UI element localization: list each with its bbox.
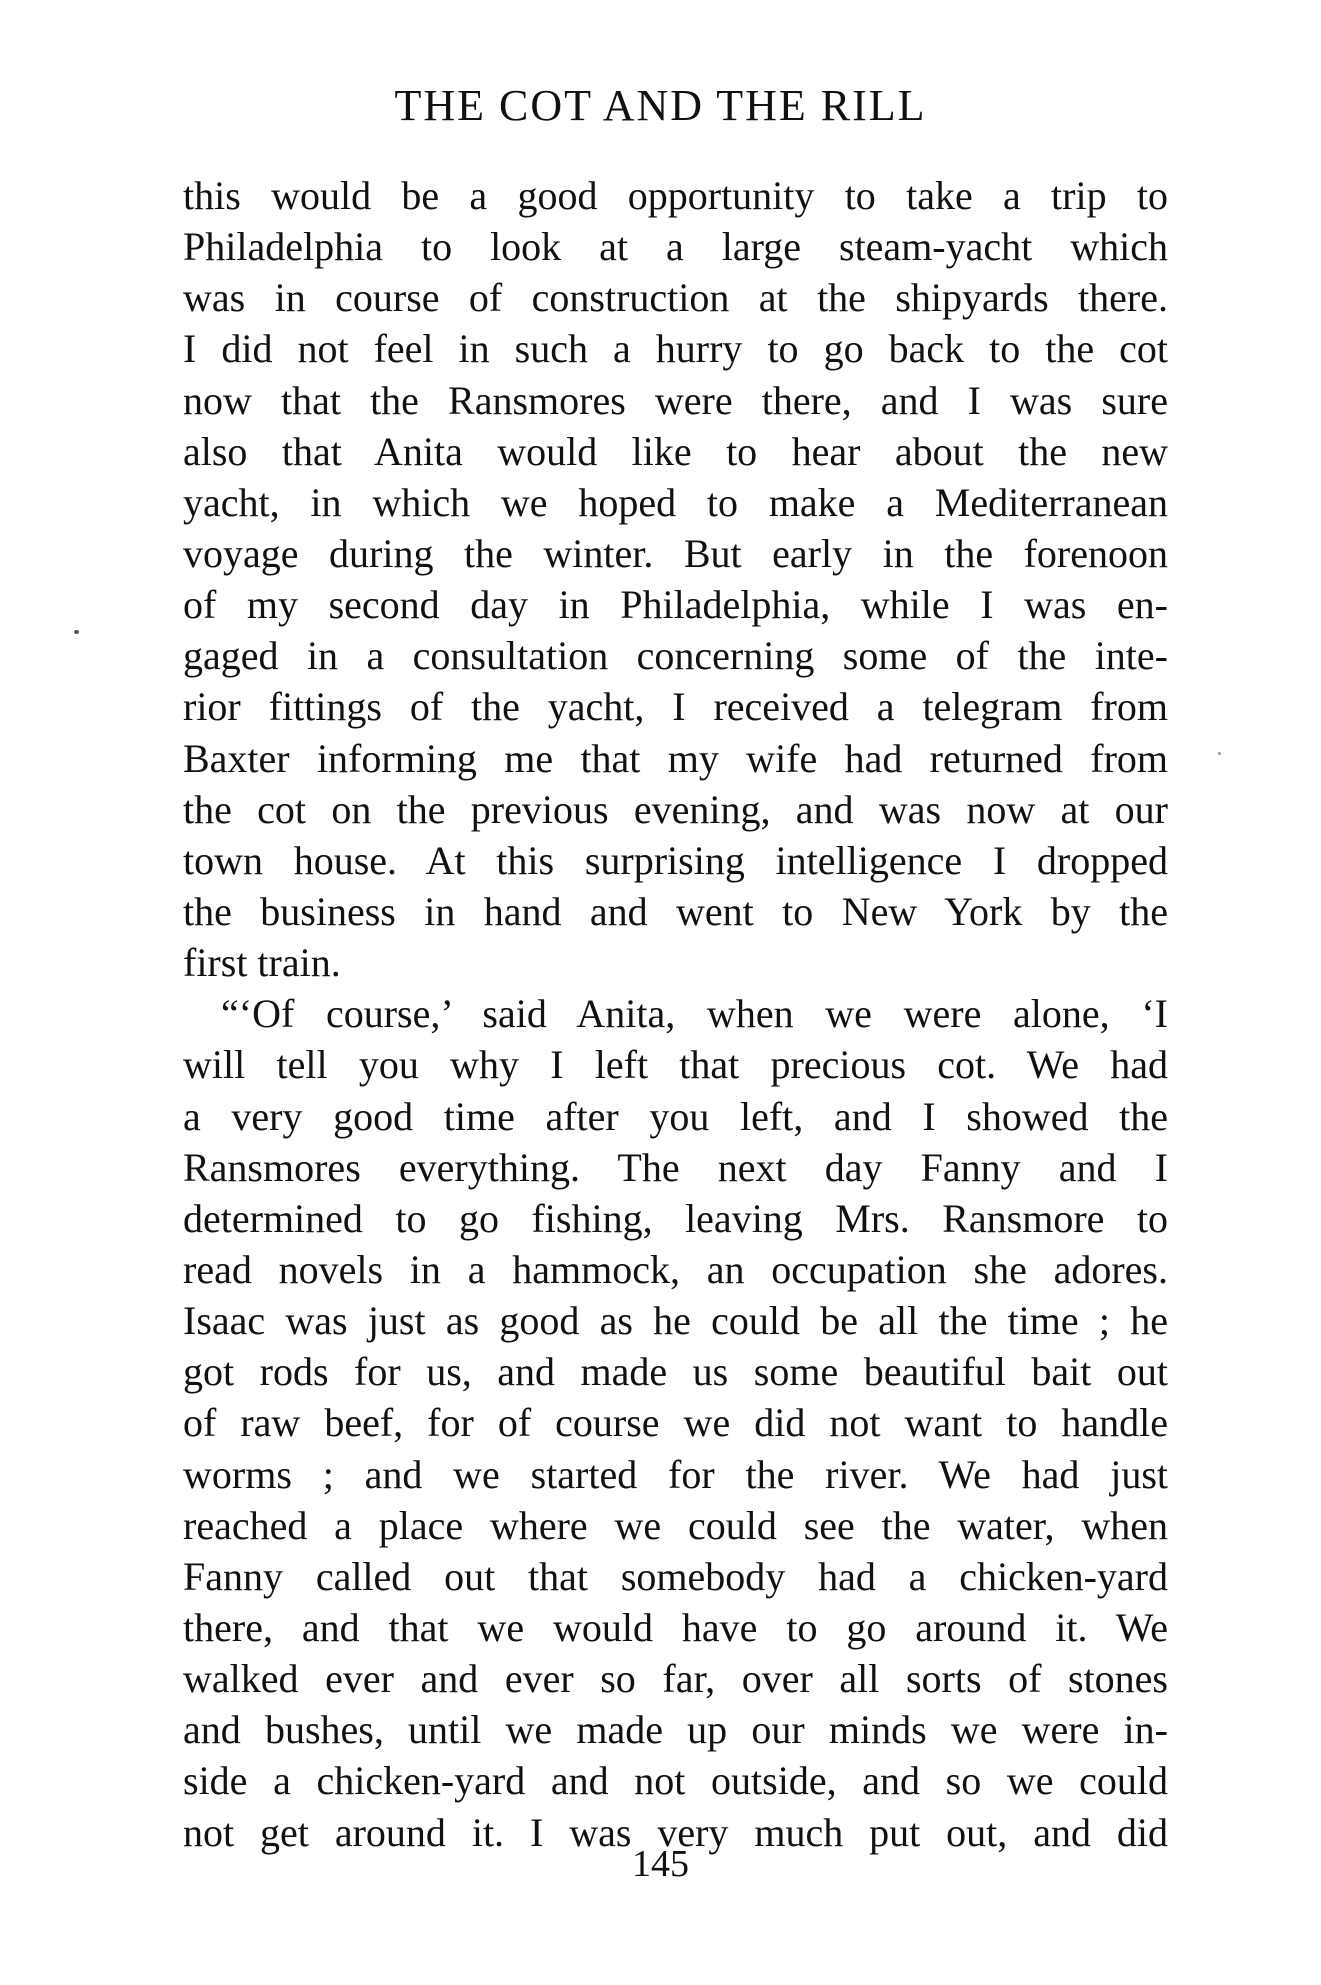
text-line: this would be a good opportunity to take a trip to xyxy=(183,173,1168,218)
text-line: Philadelphia to look at a large steam-yacht which xyxy=(183,224,1168,270)
text-line: also that Anita would like to hear about the new xyxy=(183,428,1168,474)
text-line: Ransmores everything. The next day Fanny and I xyxy=(183,1144,1168,1190)
text-line: a very good time after you left, and I showed the xyxy=(183,1093,1168,1139)
scan-speck xyxy=(1218,752,1221,755)
text-line: now that the Ransmores were there, and I was sure xyxy=(183,377,1168,423)
text-line: Isaac was just as good as he could be all the time ; he xyxy=(183,1298,1168,1344)
running-head: THE COT AND THE RILL xyxy=(394,81,927,130)
text-line: read novels in a hammock, an occupation she adores. xyxy=(183,1246,1168,1292)
text-line: will tell you why I left that precious cot. We had xyxy=(183,1042,1168,1088)
text-line: town house. At this surprising intelligence I dropped xyxy=(183,837,1168,883)
text-line: there, and that we would have to go around it. We xyxy=(183,1604,1168,1650)
text-line: worms ; and we started for the river. We had just xyxy=(183,1451,1168,1497)
text-line: got rods for us, and made us some beautiful bait out xyxy=(183,1349,1168,1395)
text-line: and bushes, until we made up our minds we were in- xyxy=(183,1707,1168,1753)
text-line: rior fittings of the yacht, I received a telegram from xyxy=(183,684,1168,730)
text-line: not get around it. I was very much put out, and did xyxy=(183,1809,1168,1855)
paragraph-start-line: “‘Of course,’ said Anita, when we were alone, ‘I xyxy=(221,991,1168,1037)
text-line: the cot on the previous evening, and was now at our xyxy=(183,786,1168,832)
text-line: the business in hand and went to New York by the xyxy=(183,888,1168,934)
page-number: 145 xyxy=(632,1843,689,1885)
text-line: side a chicken-yard and not outside, and so we could xyxy=(183,1758,1168,1804)
text-line: voyage during the winter. But early in the forenoon xyxy=(183,530,1168,576)
body-text xyxy=(183,170,1168,1858)
text-line: of raw beef, for of course we did not want to handle xyxy=(183,1400,1168,1446)
text-line: gaged in a consultation concerning some of the inte- xyxy=(183,633,1168,679)
scan-speck xyxy=(74,630,79,634)
text-line: Baxter informing me that my wife had returned from xyxy=(183,735,1168,781)
text-line: was in course of construction at the shipyards there. xyxy=(183,275,1168,321)
text-line: of my second day in Philadelphia, while I was en- xyxy=(183,582,1168,628)
text-line: determined to go fishing, leaving Mrs. Ransmore to xyxy=(183,1195,1168,1241)
paragraph-end-line: first train. xyxy=(183,940,341,986)
text-line: I did not feel in such a hurry to go back to the cot xyxy=(183,326,1168,372)
text-line: Fanny called out that somebody had a chicken-yard xyxy=(183,1553,1168,1599)
text-line: yacht, in which we hoped to make a Mediterranean xyxy=(183,479,1168,525)
text-line: reached a place where we could see the water, when xyxy=(183,1502,1168,1548)
text-line: walked ever and ever so far, over all sorts of stones xyxy=(183,1656,1168,1702)
